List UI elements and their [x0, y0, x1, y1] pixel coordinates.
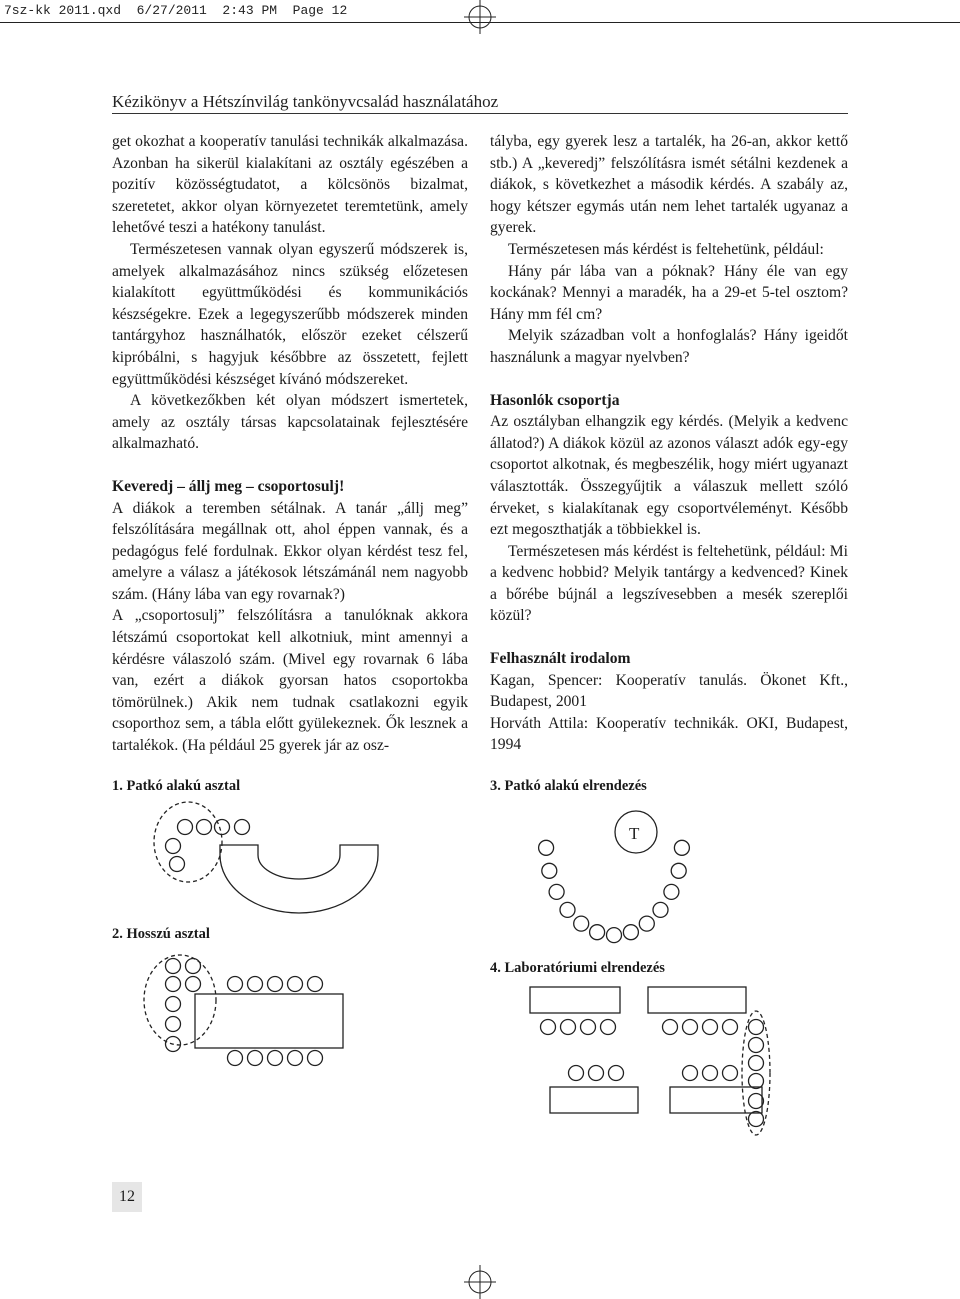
reference: Kagan, Spencer: Kooperatív tanulás. Ökonet Kft., Budapest, 2001 — [490, 671, 848, 711]
seat — [703, 1020, 718, 1035]
seat — [639, 916, 654, 931]
seat — [607, 928, 622, 943]
seat — [674, 840, 689, 855]
seat — [197, 820, 212, 835]
seat — [308, 1051, 323, 1066]
seat — [561, 1020, 576, 1035]
seat — [308, 977, 323, 992]
seat — [703, 1066, 718, 1081]
seat — [539, 840, 554, 855]
seat — [170, 857, 185, 872]
horseshoe-arrangement-diagram — [530, 802, 710, 952]
seat — [569, 1066, 584, 1081]
seat — [166, 977, 181, 992]
seat — [623, 925, 638, 940]
seat — [541, 1020, 556, 1035]
seat — [288, 977, 303, 992]
seat — [178, 820, 193, 835]
seat — [228, 1051, 243, 1066]
seat — [166, 1017, 181, 1032]
paragraph: Melyik században volt a honfoglalás? Hány igeidőt használunk a magyar nyelvben? — [490, 327, 848, 366]
seat — [549, 884, 564, 899]
lab-bench — [648, 987, 746, 1013]
seat — [235, 820, 250, 835]
print-slug: 7sz-kk 2011.qxd 6/27/2011 2:43 PM Page 12 — [0, 0, 960, 22]
seat — [248, 977, 263, 992]
paragraph: Természetesen más kérdést is feltehetünk, például: — [508, 240, 824, 258]
seat — [560, 902, 575, 917]
registration-mark-top — [458, 0, 502, 34]
figure-caption: 2. Hosszú asztal — [112, 926, 210, 942]
seat — [215, 820, 230, 835]
seat — [574, 916, 589, 931]
seat — [749, 1056, 764, 1071]
paragraph: tályba, egy gyerek lesz a tartalék, ha 26-an, akkor kettő stb.) A „keveredj” felszólításra ismét sétálni kezdenek a diákok, s következhet a második kérdés. A szabály az, hogy kétszer egymás után nem lehet tartalék ugyanaz a gyerek. — [490, 133, 848, 237]
section-heading: Felhasznált irodalom — [490, 650, 631, 668]
seat — [663, 1020, 678, 1035]
seat — [749, 1038, 764, 1053]
section-heading: Hasonlók csoportja — [490, 391, 620, 409]
right-column — [490, 131, 848, 756]
lab-bench — [530, 987, 620, 1013]
seat — [542, 863, 557, 878]
seat — [749, 1074, 764, 1089]
running-header: Kézikönyv a Hétszínvilág tankönyvcsalád használatához — [112, 92, 499, 111]
seat — [581, 1020, 596, 1035]
figure-caption: 1. Patkó alakú asztal — [112, 778, 241, 794]
reference: Horváth Attila: Kooperatív technikák. OKI, Budapest, 1994 — [490, 714, 848, 754]
seat — [590, 925, 605, 940]
seat — [723, 1020, 738, 1035]
seat — [683, 1020, 698, 1035]
seat — [268, 977, 283, 992]
seat — [288, 1051, 303, 1066]
seat — [166, 959, 181, 974]
figure-caption: 3. Patkó alakú elrendezés — [490, 778, 647, 794]
seat — [589, 1066, 604, 1081]
registration-mark-bottom — [458, 1265, 502, 1299]
seat — [166, 997, 181, 1012]
seat — [749, 1020, 764, 1035]
seat-arc — [539, 840, 690, 942]
lab-seats — [541, 1020, 764, 1127]
seat — [749, 1094, 764, 1109]
paragraph: Természetesen vannak olyan egyszerű módszerek is, amelyek alkalmazásához nincs szükség előzetesen kialakított együttműködési és kommunikációs készségekre. Ezek a legegyszerűbb módszerek minden tantárgyhoz használhatók, először ezeket célszerű kipróbálni, s hagyjuk későbbre az összetett, fejlett együttműködési készséget kívánó módszereket. — [112, 240, 468, 388]
long-table-diagram — [135, 948, 375, 1088]
seat — [228, 977, 243, 992]
group-ellipse — [154, 802, 222, 882]
paragraph: A „csoportosulj” felszólításra a tanulóknak akkora létszámú csoportokat kell alkotniuk, mint amennyi a kérdésre válaszoló szám. (Mivel egy rovarnak 6 lába van, ezért a diákok gyorsan hatos csoportokba tömörülnek.) Akik nem tudnak csatlakozni egyik csoporthoz sem, a tábla előtt gyülekeznek. Ők lesznek a tartalékok. (Ha például 25 gyerek jár az osz- — [112, 607, 468, 755]
seat — [683, 1066, 698, 1081]
paragraph: Hány pár lába van a póknak? Hány éle van egy kockának? Mennyi a maradék, ha a 29-et 5-tel osztom? Hány mm fél cm? — [490, 262, 848, 323]
paragraph: Természetesen más kérdést is feltehetünk, például: Mi a kedvenc hobbid? Melyik tantárgy a kedvenced? Kinek a bőrébe bújnál a legszívesebben a mesék szereplői közül? — [490, 542, 848, 625]
seat — [166, 839, 181, 854]
page-number: 12 — [112, 1182, 142, 1212]
seat — [749, 1112, 764, 1127]
lab-bench — [550, 1087, 638, 1113]
seat — [723, 1066, 738, 1081]
left-column — [112, 131, 468, 757]
seat — [601, 1020, 616, 1035]
seat — [186, 977, 201, 992]
section-heading: Keveredj – állj meg – csoportosulj! — [112, 477, 345, 495]
horseshoe-table-diagram — [150, 800, 390, 920]
seat — [609, 1066, 624, 1081]
seat — [186, 959, 201, 974]
seat — [268, 1051, 283, 1066]
header-rule — [112, 113, 848, 114]
seat — [248, 1051, 263, 1066]
seat — [671, 863, 686, 878]
teacher-label: T — [629, 824, 640, 843]
seat — [664, 884, 679, 899]
paragraph: Az osztályban elhangzik egy kérdés. (Melyik a kedvenc állatod?) A diákok közül az azonos választ adók egy-egy csoportot alkotnak, és megbeszélik, hogy miért ugyanazt választották. Összegyűjtik a válaszuk mellett szóló érveket, s kialakítanak egy csoportvéleményt. Később ezt megoszthatják a többiekkel is. — [490, 413, 848, 539]
long-table — [195, 994, 343, 1048]
paragraph: A diákok a teremben sétálnak. A tanár „állj meg” felszólítására megállnak ott, ahol éppen vannak, és a pedagógus felé fordulnak. Ekkor olyan kérdést tesz fel, amelyre a válasz a játékosok létszámánál nem nagyobb szám. (Hány lába van egy rovarnak?) — [112, 499, 468, 603]
seat — [653, 902, 668, 917]
laboratory-arrangement-diagram — [520, 983, 790, 1133]
horseshoe-table — [220, 845, 378, 913]
paragraph: get okozhat a kooperatív tanulási technikák alkalmazása. Azonban ha sikerül kialakítani az osztály egészében a pozitív közösségtudatot, a kölcsönös bizalmat, szeretetet, akkor olyan környezetet teremtetünk, amely lehetővé teszi a hatékony tanulást. — [112, 133, 468, 237]
figure-caption: 4. Laboratóriumi elrendezés — [490, 960, 665, 976]
paragraph: A következőkben két olyan módszert ismertetek, amely az osztály társas kapcsolatainak fejlesztésére alkalmazható. — [112, 392, 468, 453]
